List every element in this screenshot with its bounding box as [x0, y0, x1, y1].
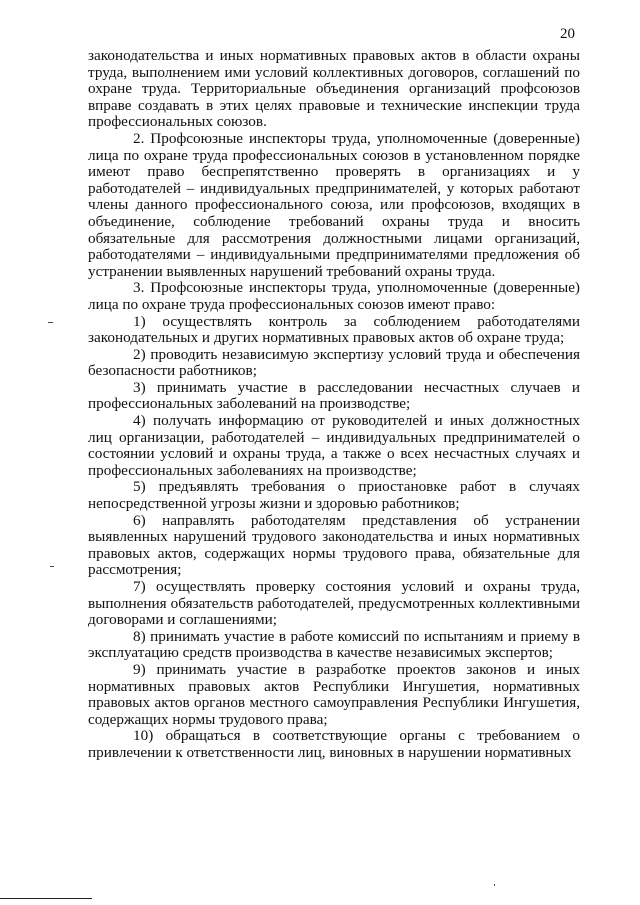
list-item-8: 8) принимать участие в работе комиссий по испытаниям и приему в эксплуатацию средств производства в качестве независимых экспертов; [88, 627, 580, 662]
list-item-6: 6) направлять работодателям представления об устранении выявленных нарушений трудового законодательства и иных нормативных правовых актов, содержащих нормы трудового права, обязательные для рассмотрения; [88, 511, 580, 579]
list-item-3: 3) принимать участие в расследовании несчастных случаев и профессиональных заболеваний на производстве; [88, 378, 580, 413]
list-item-7: 7) осуществлять проверку состояния условий и охраны труда, выполнения обязательств работодателей, предусмотренных коллективными договорами и соглашениями; [88, 578, 580, 629]
list-item-1: 1) осуществлять контроль за соблюдением работодателями законодательных и других нормативных правовых актов об охране труда; [88, 312, 580, 347]
paragraph-clause-2: 2. Профсоюзные инспекторы труда, уполномоченные (доверенные) лица по охране труда профессиональных союзов в установленном порядке имеют право беспрепятственно проверять в организациях и у работодателей – индивидуальных предпринимателей, у которых работают члены данного профессионального союза, или профсоюзов, входящих в объединение, соблюдение требований охраны труда и вносить обязательные для рассмотрения должностными лицами организаций, работодателями – индивидуальными предпринимателями предложения об устранении выявленных нарушений требований охраны труда. [88, 129, 580, 280]
list-item-10: 10) обращаться в соответствующие органы с требованием о привлечении к ответственности лиц, виновных в нарушении нормативных [88, 727, 580, 761]
scan-speck-left-upper [48, 322, 53, 323]
list-item-9: 9) принимать участие в разработке проектов законов и иных нормативных правовых актов Республики Ингушетия, нормативных правовых актов органов местного самоуправления Республики Ингушетия, содержащих нормы трудового права; [88, 660, 580, 728]
document-body [88, 48, 580, 762]
scan-speck-left-lower [50, 566, 54, 567]
bottom-edge-rule [0, 898, 92, 899]
list-item-4: 4) получать информацию от руководителей и иных должностных лиц организации, работодателей – индивидуальных предпринимателей о состоянии условий и охраны труда, а также о всех несчастных случаях и профессиональных заболеваниях на производстве; [88, 412, 580, 479]
paragraph-clause-3: 3. Профсоюзные инспекторы труда, уполномоченные (доверенные) лица по охране труда профессиональных союзов имеют право: [88, 279, 580, 313]
page-number: 20 [560, 26, 575, 42]
list-item-5: 5) предъявлять требования о приостановке работ в случаях непосредственной угрозы жизни и здоровью работников; [88, 478, 580, 513]
paragraph-continuation: законодательства и иных нормативных правовых актов в области охраны труда, выполнением ими условий коллективных договоров, соглашений по охране труда. Территориальные объединения организаций профсоюзов вправе создавать в этих целях правовые и технические инспекции труда профессиональных союзов. [88, 47, 580, 131]
scan-speck-right [494, 884, 495, 886]
list-item-2: 2) проводить независимую экспертизу условий труда и обеспечения безопасности работников; [88, 345, 580, 380]
